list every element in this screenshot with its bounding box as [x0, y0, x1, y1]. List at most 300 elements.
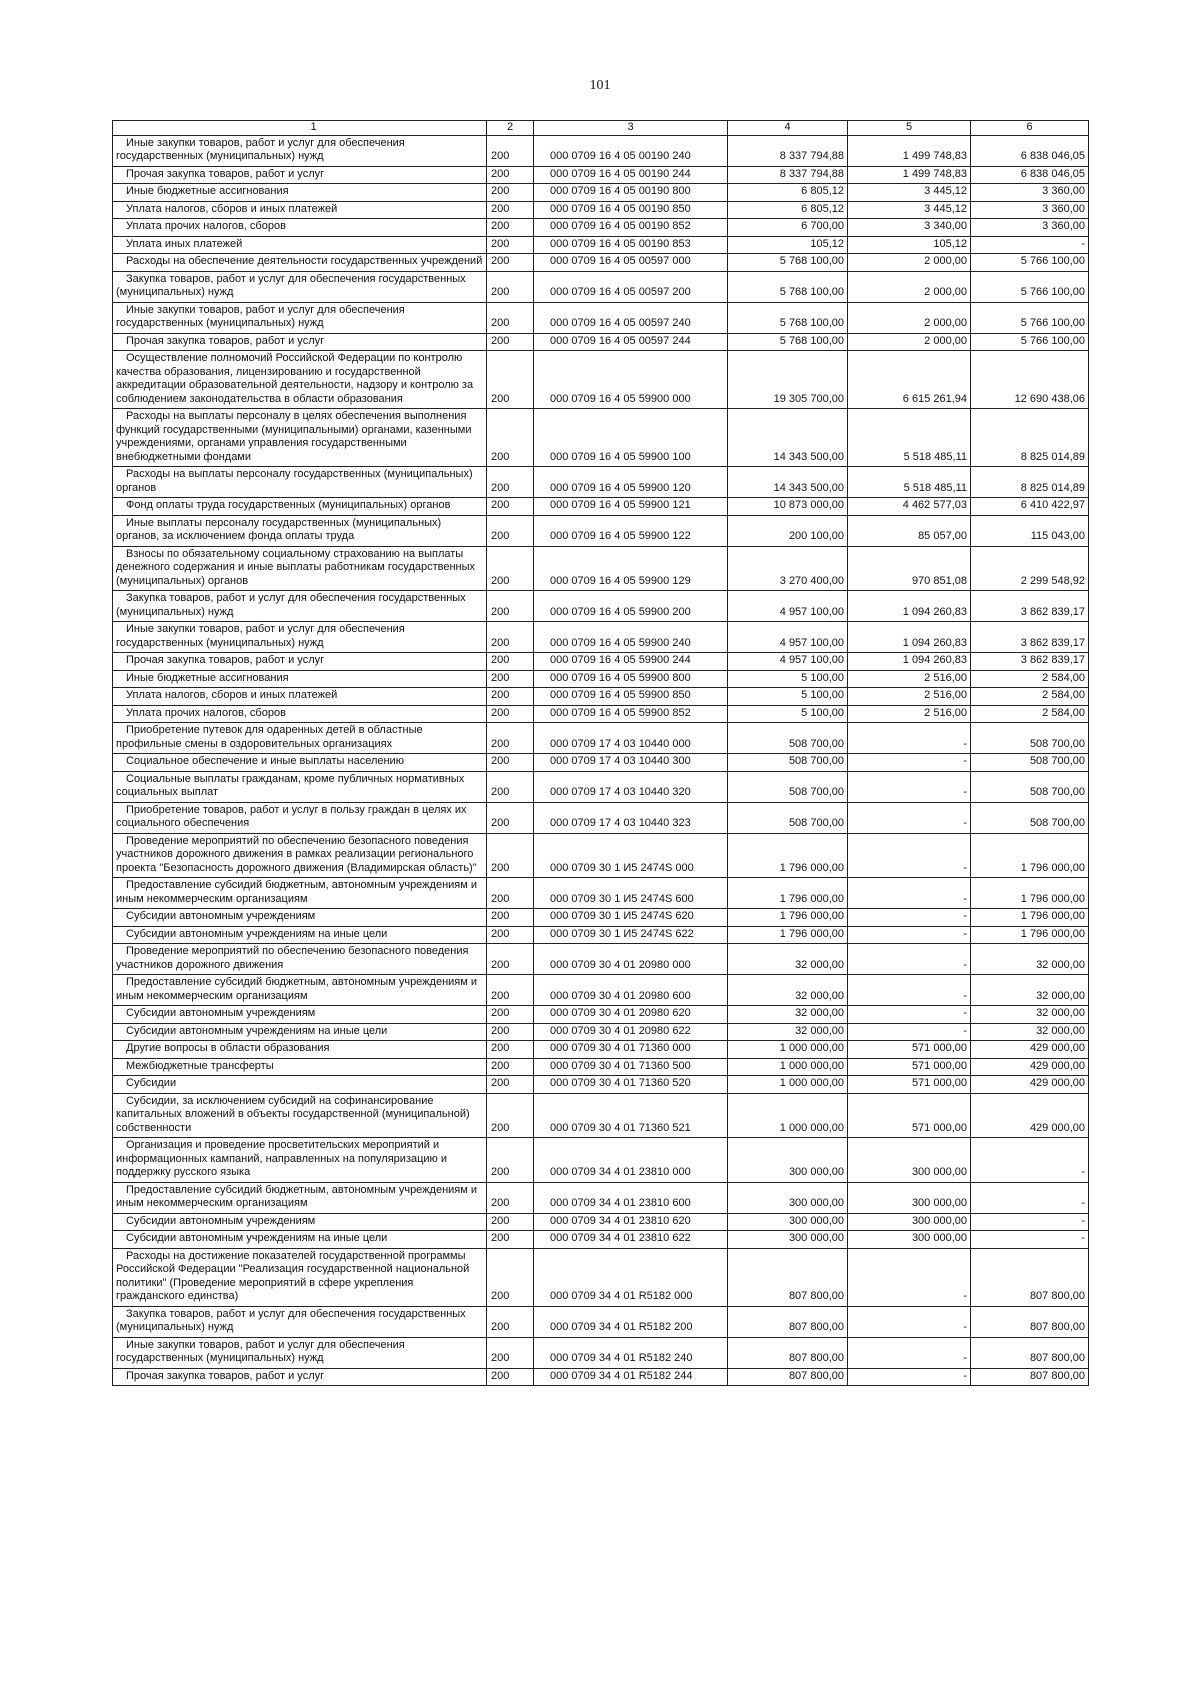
row-admin-code: 200	[487, 878, 534, 909]
row-budget-code: 000 0709 34 4 01 23810 620	[534, 1213, 728, 1231]
row-description: Взносы по обязательному социальному страхованию на выплаты денежного содержания и иные выплаты работникам государственных (муниципальных) органов	[113, 546, 487, 591]
row-value-col5: 1 094 260,83	[848, 591, 971, 622]
row-description: Прочая закупка товаров, работ и услуг	[113, 166, 487, 184]
header-col-4: 4	[728, 121, 848, 136]
table-row	[113, 591, 1089, 622]
row-description: Уплата прочих налогов, сборов	[113, 705, 487, 723]
table-row	[113, 1006, 1089, 1024]
row-value-col5: -	[848, 909, 971, 927]
row-value-col4: 200 100,00	[728, 515, 848, 546]
row-admin-code: 200	[487, 1041, 534, 1059]
row-admin-code: 200	[487, 1231, 534, 1249]
row-budget-code: 000 0709 16 4 05 00190 852	[534, 219, 728, 237]
row-description: Иные бюджетные ассигнования	[113, 184, 487, 202]
row-value-col4: 300 000,00	[728, 1231, 848, 1249]
row-value-col6: 508 700,00	[971, 802, 1089, 833]
row-admin-code: 200	[487, 909, 534, 927]
table-row	[113, 909, 1089, 927]
row-description: Прочая закупка товаров, работ и услуг	[113, 1368, 487, 1386]
row-description: Субсидии, за исключением субсидий на софинансирование капитальных вложений в объекты государственной (муниципальной) собственности	[113, 1093, 487, 1138]
table-row	[113, 975, 1089, 1006]
table-row	[113, 271, 1089, 302]
row-value-col6: 429 000,00	[971, 1076, 1089, 1094]
row-description: Иные закупки товаров, работ и услуг для обеспечения государственных (муниципальных) нужд	[113, 302, 487, 333]
row-value-col4: 8 337 794,88	[728, 166, 848, 184]
table-row	[113, 219, 1089, 237]
row-value-col5: 1 499 748,83	[848, 166, 971, 184]
row-budget-code: 000 0709 16 4 05 00597 000	[534, 254, 728, 272]
table-row	[113, 1182, 1089, 1213]
table-row	[113, 351, 1089, 409]
row-budget-code: 000 0709 34 4 01 R5182 200	[534, 1306, 728, 1337]
row-description: Иные выплаты персоналу государственных (муниципальных) органов, за исключением фонда оплаты труда	[113, 515, 487, 546]
row-value-col4: 19 305 700,00	[728, 351, 848, 409]
table-row	[113, 771, 1089, 802]
row-description: Уплата налогов, сборов и иных платежей	[113, 688, 487, 706]
budget-table	[112, 120, 1089, 1386]
row-budget-code: 000 0709 16 4 05 59900 121	[534, 498, 728, 516]
row-value-col4: 14 343 500,00	[728, 409, 848, 467]
row-budget-code: 000 0709 30 4 01 71360 521	[534, 1093, 728, 1138]
row-budget-code: 000 0709 30 4 01 71360 000	[534, 1041, 728, 1059]
row-value-col5: -	[848, 975, 971, 1006]
table-row	[113, 1368, 1089, 1386]
row-value-col6: 5 766 100,00	[971, 254, 1089, 272]
table-row	[113, 1248, 1089, 1306]
row-admin-code: 200	[487, 1076, 534, 1094]
header-col-1: 1	[113, 121, 487, 136]
row-admin-code: 200	[487, 1306, 534, 1337]
row-budget-code: 000 0709 34 4 01 23810 622	[534, 1231, 728, 1249]
row-value-col6: 8 825 014,89	[971, 467, 1089, 498]
row-value-col4: 5 768 100,00	[728, 333, 848, 351]
row-value-col5: 1 094 260,83	[848, 653, 971, 671]
table-row	[113, 1023, 1089, 1041]
row-description: Социальное обеспечение и иные выплаты населению	[113, 754, 487, 772]
row-value-col4: 1 796 000,00	[728, 926, 848, 944]
row-admin-code: 200	[487, 975, 534, 1006]
row-value-col6: -	[971, 1231, 1089, 1249]
row-admin-code: 200	[487, 184, 534, 202]
row-description: Организация и проведение просветительских мероприятий и информационных кампаний, направленных на популяризацию и поддержку русского языка	[113, 1138, 487, 1183]
row-value-col5: 85 057,00	[848, 515, 971, 546]
row-value-col4: 508 700,00	[728, 754, 848, 772]
row-budget-code: 000 0709 17 4 03 10440 323	[534, 802, 728, 833]
header-col-6: 6	[971, 121, 1089, 136]
row-admin-code: 200	[487, 670, 534, 688]
row-budget-code: 000 0709 16 4 05 00597 244	[534, 333, 728, 351]
row-value-col5: 5 518 485,11	[848, 409, 971, 467]
row-value-col5: -	[848, 1006, 971, 1024]
row-budget-code: 000 0709 16 4 05 59900 100	[534, 409, 728, 467]
row-budget-code: 000 0709 30 1 И5 2474S 620	[534, 909, 728, 927]
row-admin-code: 200	[487, 833, 534, 878]
header-col-2: 2	[487, 121, 534, 136]
table-row	[113, 546, 1089, 591]
row-value-col5: -	[848, 878, 971, 909]
row-value-col6: 2 584,00	[971, 705, 1089, 723]
row-value-col5: -	[848, 802, 971, 833]
table-row	[113, 184, 1089, 202]
row-budget-code: 000 0709 30 4 01 71360 500	[534, 1058, 728, 1076]
row-budget-code: 000 0709 16 4 05 59900 240	[534, 622, 728, 653]
row-value-col5: 2 516,00	[848, 670, 971, 688]
table-row	[113, 754, 1089, 772]
row-value-col6: 5 766 100,00	[971, 271, 1089, 302]
row-value-col4: 5 768 100,00	[728, 302, 848, 333]
row-value-col5: -	[848, 1306, 971, 1337]
row-description: Субсидии автономным учреждениям	[113, 1213, 487, 1231]
row-value-col4: 1 000 000,00	[728, 1076, 848, 1094]
row-value-col5: -	[848, 944, 971, 975]
row-value-col4: 105,12	[728, 236, 848, 254]
row-value-col6: 807 800,00	[971, 1337, 1089, 1368]
row-value-col5: 571 000,00	[848, 1058, 971, 1076]
table-row	[113, 498, 1089, 516]
row-value-col6: 807 800,00	[971, 1248, 1089, 1306]
row-admin-code: 200	[487, 591, 534, 622]
row-value-col5: 2 000,00	[848, 254, 971, 272]
table-row	[113, 653, 1089, 671]
row-value-col4: 5 768 100,00	[728, 254, 848, 272]
row-value-col6: 5 766 100,00	[971, 333, 1089, 351]
row-budget-code: 000 0709 16 4 05 59900 120	[534, 467, 728, 498]
row-admin-code: 200	[487, 333, 534, 351]
row-value-col4: 5 100,00	[728, 688, 848, 706]
row-admin-code: 200	[487, 219, 534, 237]
row-budget-code: 000 0709 16 4 05 59900 129	[534, 546, 728, 591]
row-value-col6: 508 700,00	[971, 754, 1089, 772]
row-value-col4: 508 700,00	[728, 771, 848, 802]
header-col-3: 3	[534, 121, 728, 136]
row-description: Иные закупки товаров, работ и услуг для обеспечения государственных (муниципальных) нужд	[113, 135, 487, 166]
row-value-col6: 8 825 014,89	[971, 409, 1089, 467]
row-admin-code: 200	[487, 802, 534, 833]
row-description: Расходы на достижение показателей государственной программы Российской Федерации "Реализация государственной национальной политики" (Проведение мероприятий в сфере укрепления гражданского единства)	[113, 1248, 487, 1306]
row-value-col4: 32 000,00	[728, 1023, 848, 1041]
row-description: Другие вопросы в области образования	[113, 1041, 487, 1059]
row-admin-code: 200	[487, 467, 534, 498]
row-description: Приобретение товаров, работ и услуг в пользу граждан в целях их социального обеспечения	[113, 802, 487, 833]
row-admin-code: 200	[487, 771, 534, 802]
row-value-col4: 3 270 400,00	[728, 546, 848, 591]
row-value-col6: 32 000,00	[971, 1006, 1089, 1024]
row-value-col4: 1 000 000,00	[728, 1058, 848, 1076]
row-admin-code: 200	[487, 754, 534, 772]
row-value-col5: -	[848, 754, 971, 772]
row-budget-code: 000 0709 16 4 05 00190 800	[534, 184, 728, 202]
table-row	[113, 467, 1089, 498]
row-description: Закупка товаров, работ и услуг для обеспечения государственных (муниципальных) нужд	[113, 591, 487, 622]
row-value-col6: -	[971, 1138, 1089, 1183]
table-row	[113, 1231, 1089, 1249]
row-value-col4: 300 000,00	[728, 1213, 848, 1231]
row-budget-code: 000 0709 30 4 01 20980 620	[534, 1006, 728, 1024]
row-value-col6: 508 700,00	[971, 723, 1089, 754]
row-admin-code: 200	[487, 302, 534, 333]
row-description: Уплата прочих налогов, сборов	[113, 219, 487, 237]
row-value-col4: 1 796 000,00	[728, 909, 848, 927]
row-budget-code: 000 0709 16 4 05 59900 244	[534, 653, 728, 671]
row-description: Предоставление субсидий бюджетным, автономным учреждениям и иным некоммерческим организациям	[113, 1182, 487, 1213]
row-value-col5: 3 340,00	[848, 219, 971, 237]
row-value-col5: 2 000,00	[848, 271, 971, 302]
row-value-col5: 3 445,12	[848, 201, 971, 219]
row-value-col5: 2 516,00	[848, 705, 971, 723]
row-value-col6: 2 584,00	[971, 670, 1089, 688]
row-value-col4: 4 957 100,00	[728, 622, 848, 653]
row-value-col6: 1 796 000,00	[971, 833, 1089, 878]
table-row	[113, 333, 1089, 351]
page-number: 101	[589, 78, 611, 93]
row-value-col4: 10 873 000,00	[728, 498, 848, 516]
row-value-col6: 12 690 438,06	[971, 351, 1089, 409]
row-value-col6: 1 796 000,00	[971, 878, 1089, 909]
row-value-col5: -	[848, 1248, 971, 1306]
row-admin-code: 200	[487, 1023, 534, 1041]
table-row	[113, 1058, 1089, 1076]
table-row	[113, 1076, 1089, 1094]
row-value-col5: 300 000,00	[848, 1182, 971, 1213]
row-admin-code: 200	[487, 1093, 534, 1138]
row-value-col6: 429 000,00	[971, 1041, 1089, 1059]
row-budget-code: 000 0709 16 4 05 59900 122	[534, 515, 728, 546]
row-admin-code: 200	[487, 254, 534, 272]
row-admin-code: 200	[487, 653, 534, 671]
row-admin-code: 200	[487, 201, 534, 219]
row-admin-code: 200	[487, 498, 534, 516]
table-row	[113, 1093, 1089, 1138]
row-value-col6: 1 796 000,00	[971, 909, 1089, 927]
row-admin-code: 200	[487, 166, 534, 184]
row-value-col6: 115 043,00	[971, 515, 1089, 546]
row-value-col6: 2 584,00	[971, 688, 1089, 706]
row-value-col4: 508 700,00	[728, 802, 848, 833]
row-admin-code: 200	[487, 351, 534, 409]
row-budget-code: 000 0709 16 4 05 59900 800	[534, 670, 728, 688]
table-row	[113, 1138, 1089, 1183]
row-budget-code: 000 0709 30 4 01 20980 600	[534, 975, 728, 1006]
row-value-col5: 2 000,00	[848, 333, 971, 351]
row-value-col5: 300 000,00	[848, 1138, 971, 1183]
row-admin-code: 200	[487, 944, 534, 975]
row-budget-code: 000 0709 34 4 01 R5182 240	[534, 1337, 728, 1368]
row-description: Субсидии автономным учреждениям на иные цели	[113, 926, 487, 944]
row-admin-code: 200	[487, 723, 534, 754]
table-row	[113, 622, 1089, 653]
row-description: Фонд оплаты труда государственных (муниципальных) органов	[113, 498, 487, 516]
table-row	[113, 878, 1089, 909]
row-budget-code: 000 0709 34 4 01 23810 000	[534, 1138, 728, 1183]
row-value-col4: 807 800,00	[728, 1368, 848, 1386]
row-value-col5: 300 000,00	[848, 1213, 971, 1231]
row-value-col6: 807 800,00	[971, 1306, 1089, 1337]
row-value-col4: 807 800,00	[728, 1306, 848, 1337]
row-value-col6: 32 000,00	[971, 944, 1089, 975]
row-budget-code: 000 0709 16 4 05 59900 850	[534, 688, 728, 706]
row-description: Субсидии автономным учреждениям на иные цели	[113, 1023, 487, 1041]
row-value-col4: 5 100,00	[728, 705, 848, 723]
row-admin-code: 200	[487, 271, 534, 302]
row-budget-code: 000 0709 34 4 01 23810 600	[534, 1182, 728, 1213]
table-row	[113, 515, 1089, 546]
row-admin-code: 200	[487, 1368, 534, 1386]
row-value-col6: 3 360,00	[971, 184, 1089, 202]
row-admin-code: 200	[487, 1248, 534, 1306]
table-row	[113, 166, 1089, 184]
row-value-col6: 6 838 046,05	[971, 135, 1089, 166]
table-body	[113, 135, 1089, 1386]
row-value-col5: 970 851,08	[848, 546, 971, 591]
row-value-col6: -	[971, 1182, 1089, 1213]
table-row	[113, 944, 1089, 975]
row-value-col5: 3 445,12	[848, 184, 971, 202]
row-value-col5: 2 000,00	[848, 302, 971, 333]
row-description: Расходы на выплаты персоналу в целях обеспечения выполнения функций государственными (муниципальными) органами, казенными учреждениями, органами управления государственными внебюджетными фондами	[113, 409, 487, 467]
row-description: Прочая закупка товаров, работ и услуг	[113, 333, 487, 351]
row-value-col4: 6 805,12	[728, 184, 848, 202]
row-budget-code: 000 0709 17 4 03 10440 320	[534, 771, 728, 802]
row-value-col5: -	[848, 926, 971, 944]
row-admin-code: 200	[487, 236, 534, 254]
row-value-col4: 4 957 100,00	[728, 653, 848, 671]
row-value-col6: 508 700,00	[971, 771, 1089, 802]
row-value-col4: 1 796 000,00	[728, 833, 848, 878]
row-budget-code: 000 0709 16 4 05 00597 240	[534, 302, 728, 333]
row-value-col5: 571 000,00	[848, 1076, 971, 1094]
table-row	[113, 201, 1089, 219]
row-value-col5: 105,12	[848, 236, 971, 254]
row-description: Субсидии автономным учреждениям	[113, 1006, 487, 1024]
row-value-col6: 3 862 839,17	[971, 653, 1089, 671]
row-value-col4: 807 800,00	[728, 1337, 848, 1368]
table-row	[113, 302, 1089, 333]
row-value-col4: 1 000 000,00	[728, 1093, 848, 1138]
row-admin-code: 200	[487, 1182, 534, 1213]
row-value-col5: 300 000,00	[848, 1231, 971, 1249]
row-budget-code: 000 0709 16 4 05 59900 852	[534, 705, 728, 723]
row-description: Прочая закупка товаров, работ и услуг	[113, 653, 487, 671]
row-value-col4: 1 796 000,00	[728, 878, 848, 909]
row-description: Предоставление субсидий бюджетным, автономным учреждениям и иным некоммерческим организациям	[113, 878, 487, 909]
row-budget-code: 000 0709 30 4 01 71360 520	[534, 1076, 728, 1094]
row-description: Социальные выплаты гражданам, кроме публичных нормативных социальных выплат	[113, 771, 487, 802]
row-budget-code: 000 0709 16 4 05 00190 240	[534, 135, 728, 166]
row-value-col4: 5 768 100,00	[728, 271, 848, 302]
row-description: Межбюджетные трансферты	[113, 1058, 487, 1076]
row-admin-code: 200	[487, 515, 534, 546]
row-budget-code: 000 0709 30 4 01 20980 000	[534, 944, 728, 975]
row-value-col4: 32 000,00	[728, 944, 848, 975]
row-budget-code: 000 0709 17 4 03 10440 000	[534, 723, 728, 754]
row-description: Уплата налогов, сборов и иных платежей	[113, 201, 487, 219]
row-admin-code: 200	[487, 926, 534, 944]
row-budget-code: 000 0709 34 4 01 R5182 000	[534, 1248, 728, 1306]
table-row	[113, 409, 1089, 467]
row-budget-code: 000 0709 17 4 03 10440 300	[534, 754, 728, 772]
table-row	[113, 926, 1089, 944]
row-budget-code: 000 0709 30 1 И5 2474S 622	[534, 926, 728, 944]
row-description: Приобретение путевок для одаренных детей в областные профильные смены в оздоровительных организациях	[113, 723, 487, 754]
row-admin-code: 200	[487, 135, 534, 166]
row-value-col4: 14 343 500,00	[728, 467, 848, 498]
row-admin-code: 200	[487, 1006, 534, 1024]
row-value-col6: 3 862 839,17	[971, 591, 1089, 622]
table-row	[113, 802, 1089, 833]
row-description: Иные закупки товаров, работ и услуг для обеспечения государственных (муниципальных) нужд	[113, 622, 487, 653]
row-budget-code: 000 0709 16 4 05 00190 850	[534, 201, 728, 219]
row-value-col6: 32 000,00	[971, 1023, 1089, 1041]
row-value-col4: 300 000,00	[728, 1138, 848, 1183]
row-value-col4: 5 100,00	[728, 670, 848, 688]
header-col-5: 5	[848, 121, 971, 136]
header-row	[113, 121, 1089, 136]
table-row	[113, 1213, 1089, 1231]
row-budget-code: 000 0709 16 4 05 59900 200	[534, 591, 728, 622]
row-value-col6: 429 000,00	[971, 1093, 1089, 1138]
table-row	[113, 705, 1089, 723]
row-value-col6: 6 838 046,05	[971, 166, 1089, 184]
table-row	[113, 236, 1089, 254]
row-value-col4: 8 337 794,88	[728, 135, 848, 166]
row-description: Закупка товаров, работ и услуг для обеспечения государственных (муниципальных) нужд	[113, 271, 487, 302]
row-budget-code: 000 0709 16 4 05 00597 200	[534, 271, 728, 302]
row-budget-code: 000 0709 34 4 01 R5182 244	[534, 1368, 728, 1386]
row-value-col6: 32 000,00	[971, 975, 1089, 1006]
row-value-col4: 6 700,00	[728, 219, 848, 237]
row-value-col6: 3 360,00	[971, 201, 1089, 219]
table-row	[113, 1337, 1089, 1368]
row-description: Предоставление субсидий бюджетным, автономным учреждениям и иным некоммерческим организациям	[113, 975, 487, 1006]
row-value-col6: 5 766 100,00	[971, 302, 1089, 333]
row-value-col5: 571 000,00	[848, 1041, 971, 1059]
table-row	[113, 833, 1089, 878]
row-value-col5: 1 499 748,83	[848, 135, 971, 166]
row-value-col6: 807 800,00	[971, 1368, 1089, 1386]
row-value-col6: 2 299 548,92	[971, 546, 1089, 591]
row-value-col4: 32 000,00	[728, 1006, 848, 1024]
row-value-col5: -	[848, 723, 971, 754]
row-value-col4: 807 800,00	[728, 1248, 848, 1306]
row-admin-code: 200	[487, 688, 534, 706]
row-value-col6: -	[971, 1213, 1089, 1231]
row-value-col6: 429 000,00	[971, 1058, 1089, 1076]
row-admin-code: 200	[487, 622, 534, 653]
row-description: Субсидии автономным учреждениям	[113, 909, 487, 927]
table-row	[113, 135, 1089, 166]
row-budget-code: 000 0709 30 1 И5 2474S 600	[534, 878, 728, 909]
row-description: Проведение мероприятий по обеспечению безопасного поведения участников дорожного движения	[113, 944, 487, 975]
table-row	[113, 1306, 1089, 1337]
row-value-col6: 6 410 422,97	[971, 498, 1089, 516]
row-description: Субсидии	[113, 1076, 487, 1094]
row-value-col5: 2 516,00	[848, 688, 971, 706]
row-value-col5: -	[848, 833, 971, 878]
row-description: Расходы на выплаты персоналу государственных (муниципальных) органов	[113, 467, 487, 498]
row-value-col4: 4 957 100,00	[728, 591, 848, 622]
row-admin-code: 200	[487, 1213, 534, 1231]
row-value-col5: 1 094 260,83	[848, 622, 971, 653]
row-description: Иные закупки товаров, работ и услуг для обеспечения государственных (муниципальных) нужд	[113, 1337, 487, 1368]
row-description: Осуществление полномочий Российской Федерации по контролю качества образования, лицензированию и государственной аккредитации образовательной деятельности, надзору и контролю за соблюдением законодательства в области образования	[113, 351, 487, 409]
table-row	[113, 254, 1089, 272]
row-budget-code: 000 0709 30 4 01 20980 622	[534, 1023, 728, 1041]
row-value-col5: -	[848, 771, 971, 802]
row-budget-code: 000 0709 16 4 05 00190 244	[534, 166, 728, 184]
table-row	[113, 1041, 1089, 1059]
row-description: Иные бюджетные ассигнования	[113, 670, 487, 688]
row-value-col4: 32 000,00	[728, 975, 848, 1006]
